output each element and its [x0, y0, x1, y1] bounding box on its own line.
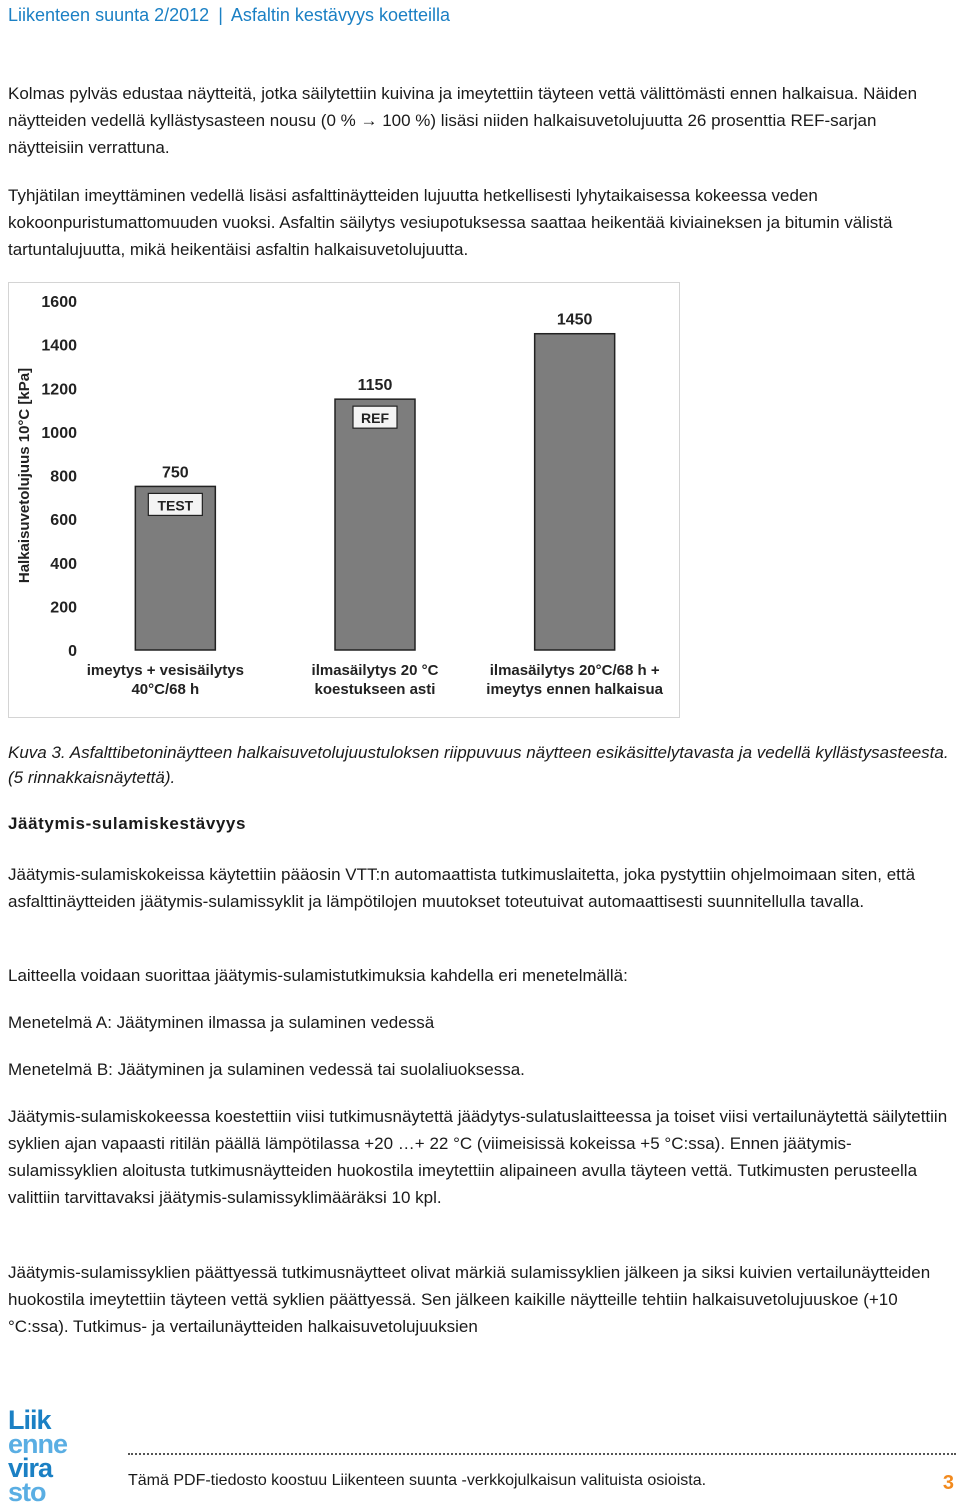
logo-line-3: vira: [8, 1453, 53, 1483]
intro-paragraph-2: Tyhjätilan imeyttäminen vedellä lisäsi asfalttinäytteiden lujuutta hetkellisesti lyhytaikaisessa kokeessa veden kokoonpuristumattomuuden vuoksi. Asfaltin säilytys vesiupotuksessa saattaa heikentää kiviaineksen ja bitumin välistä tartuntalujuutta, mikä heikentäisi asfaltin halkaisuvetolujuutta.: [8, 186, 893, 259]
intro-paragraph-1: Kolmas pylväs edustaa näytteitä, jotka säilytettiin kuivina ja imeytettiin täyteen vettä välittömästi ennen halkaisua. Näiden näytteiden vedellä kyllästysasteen nousu (0 % → 100 %) lisäsi niiden halkaisuvetolujuutta 26 prosenttia REF-sarjan näytteisiin verrattuna.: [8, 84, 918, 157]
section-paragraph-3: Jäätymis-sulamiskokeessa koestettiin viisi tutkimusnäytettä jäädytys-sulatuslaitteessa ja toiset viisi vertailunäytettä säilytettiin syklien ajan vapaasti ritilän päällä lämpötilassa +20 …+ 22 °C (viimeisissä kokeissa +5 °C:ssa). Ennen jäätymis-sulamissyklien aloitusta tutkimusnäytteiden huokostila imeytettiin alipaineen avulla täyteen vettä. Tutkimusten perusteella valittiin tarvittavaksi jäätymis-sulamissyklimääräksi 10 kpl.: [8, 1107, 948, 1207]
publication-title: Liikenteen suunta 2/2012: [8, 5, 210, 25]
logo-line-4: sto: [8, 1477, 46, 1505]
section-paragraph-2: Laitteella voidaan suorittaa jäätymis-sulamistutkimuksia kahdella eri menetelmällä:: [8, 966, 628, 985]
figure-caption: Kuva 3. Asfalttibetoninäytteen halkaisuvetolujuustuloksen riippuvuus näytteen esikäsittelytavasta ja vedellä kyllästysasteesta. (5 rinnakkaisnäytettä).: [8, 743, 949, 787]
y-tick-label: 0: [68, 643, 77, 660]
x-category-label: koestukseen asti: [314, 681, 436, 698]
bar-value-label: 1450: [556, 311, 593, 329]
header-separator: |: [218, 5, 223, 25]
page-number: 3: [942, 1472, 954, 1494]
footer-text: Tämä PDF-tiedosto koostuu Liikenteen suunta -verkkojulkaisun valituista osioista.: [128, 1472, 707, 1489]
x-category-label: imeytys ennen halkaisua: [486, 681, 664, 698]
article-title: Asfaltin kestävyys koetteilla: [230, 5, 450, 25]
x-category-label: 40°C/68 h: [131, 681, 200, 698]
section-paragraph-method-b: Menetelmä B: Jäätyminen ja sulaminen vedessä tai suolaliuoksessa.: [8, 1060, 525, 1079]
x-category-label: ilmasäilytys 20°C/68 h +: [489, 662, 660, 679]
liikennevirasto-logo: [6, 1405, 116, 1505]
footer-divider: [128, 1453, 956, 1455]
section-heading: Jäätymis-sulamiskestävyys: [8, 814, 247, 833]
y-tick-label: 1200: [41, 381, 77, 399]
bar-value-label: 1150: [357, 377, 393, 395]
x-category-label: ilmasäilytys 20 °C: [311, 662, 439, 679]
bar-chart: [9, 283, 679, 717]
y-tick-label: 1400: [41, 337, 77, 355]
y-tick-label: 1000: [41, 424, 77, 442]
y-tick-label: 200: [50, 599, 77, 617]
section-paragraph-method-a: Menetelmä A: Jäätyminen ilmassa ja sulaminen vedessä: [8, 1013, 435, 1032]
bar: [535, 334, 615, 650]
y-tick-label: 400: [50, 555, 77, 573]
bar-tag-label: TEST: [157, 497, 194, 514]
bar: [335, 399, 415, 650]
logo-line-2: enne: [8, 1429, 68, 1459]
y-tick-label: 800: [50, 468, 77, 486]
logo-line-1: Liik: [8, 1405, 51, 1435]
y-axis-label: Halkaisuvetolujuus 10°C [kPa]: [16, 367, 33, 584]
x-category-label: imeytys + vesisäilytys: [86, 662, 244, 679]
section-paragraph-4: Jäätymis-sulamissyklien päättyessä tutkimusnäytteet olivat märkiä sulamissyklien jälkeen ja siksi kuivien vertailunäytteiden huokostila imeytettiin täyteen vettä syklien päättyessä. Sen jälkeen kaikille näytteille tehtiin halkaisuvetolujuuskoe (+10 °C:ssa). Tutkimus- ja vertailunäytteiden halkaisuvetolujuuksien: [8, 1263, 931, 1336]
y-tick-label: 600: [50, 512, 77, 530]
bar-chart-figure: [8, 282, 680, 718]
page-header: [8, 5, 450, 26]
bar-tag-label: REF: [361, 410, 389, 427]
section-paragraph-1: Jäätymis-sulamiskokeissa käytettiin pääosin VTT:n automaattista tutkimuslaitetta, joka pystyttiin ohjelmoimaan siten, että asfalttinäytteiden jäätymis-sulamissyklit ja lämpötilojen muutokset toteutuivat automaattisesti suunnitellulla tavalla.: [8, 865, 916, 911]
bar-value-label: 750: [161, 464, 189, 482]
y-tick-label: 1600: [41, 294, 77, 311]
